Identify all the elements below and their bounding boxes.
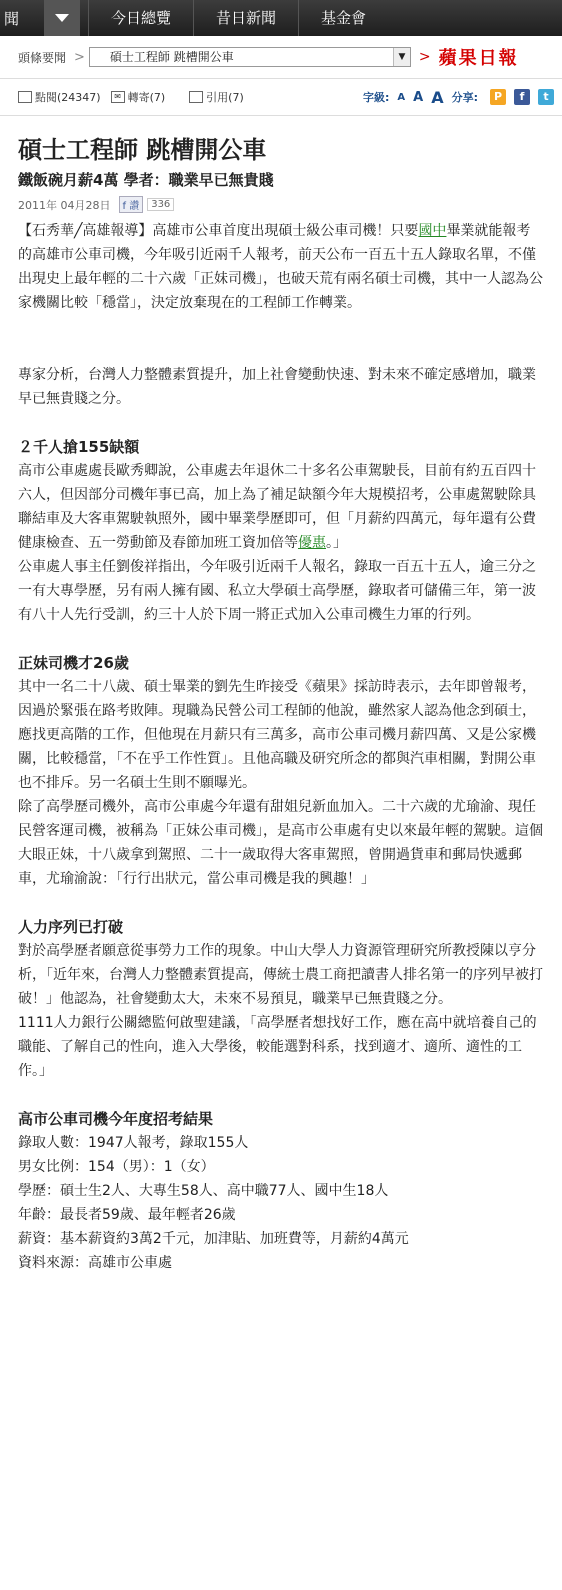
forward-label: 轉寄(7) <box>127 91 166 104</box>
paragraph: 除了高學歷司機外，高市公車處今年還有甜姐兒新血加入。二十六歲的尤瑜渝、現任民營客運司機，被稱為「正妹公車司機」，是高市公車處有史以來最年輕的駕駛。這個大眼正妹，十八歲拿到駕照、二十一歲取得大客車駕照，曾開過貨車和郵局快遞郵車，尤瑜渝說：「行行出狀元，當公車司機是我的興趣！」 <box>18 799 543 887</box>
article-meta <box>18 196 544 213</box>
keyword-link[interactable]: 國中 <box>418 223 447 239</box>
breadcrumb-section[interactable]: 頭條要聞 <box>18 50 67 65</box>
article-select[interactable] <box>89 47 411 67</box>
section-heading: ２千人搶155缺額 <box>18 438 140 456</box>
share-label: 分享: <box>451 91 478 104</box>
paragraph: 公車處人事主任劉俊祥指出，今年吸引近兩千人報名，錄取一百五十五人，逾三分之一有大專學歷，另有兩人擁有國、私立大學碩士高學歷，錄取者可儲備三年，第一波有八十人先行受訓，約三十人於下周一將正式加入公車司機生力軍的行列。 <box>18 559 536 623</box>
nav-item-news[interactable]: 聞 <box>4 9 20 28</box>
chevron-down-icon[interactable]: ▼ <box>393 48 410 66</box>
paragraph: 高市公車處處長歐秀卿說，公車處去年退休二十多名公車駕駛長，目前有約五百四十六人，但因部分司機年事已高，加上為了補足缺額今年大規模招考，公車處駕駛除具聯結車及大客車駕駛執照外，國中畢業學歷即可，但「月薪約四萬元，每年還有公費健康檢查、五一勞動節及春節加班工資加倍等優惠。」 <box>18 463 536 551</box>
section-heading: 正妹司機才26歲 <box>18 654 129 672</box>
breadcrumb-separator: > <box>74 49 85 65</box>
result-line: 資料來源：高雄市公車處 <box>18 1255 172 1271</box>
like-label: 讚 <box>129 201 140 212</box>
result-line: 年齡：最長者59歲、最年輕者26歲 <box>18 1207 236 1223</box>
article-toolbar <box>0 79 562 116</box>
result-line: 薪資：基本薪資約3萬2千元，加津貼、加班費等，月薪約4萬元 <box>18 1231 409 1247</box>
paragraph: 專家分析，台灣人力整體素質提升，加上社會變動快速、對未來不確定感增加，職業早已無貴賤之分。 <box>18 367 536 407</box>
article-subtitle: 鐵飯碗月薪4萬 學者：職業早已無貴賤 <box>18 171 274 189</box>
font-medium-button[interactable]: A <box>413 89 424 105</box>
top-nav <box>0 0 562 36</box>
paragraph: 1111人力銀行公關總監何啟聖建議，「高學歷者想找好工作，應在高中就培養自己的職能、了解自己的性向，進入大學後，較能選對科系，找到適才、適所、適性的工作。」 <box>18 1015 537 1079</box>
facebook-share-icon[interactable]: f <box>514 89 530 105</box>
plurk-share-icon[interactable]: P <box>490 89 506 105</box>
section-heading: 人力序列已打破 <box>18 918 124 936</box>
nav-item-today[interactable]: 今日總覽 <box>88 0 193 36</box>
breadcrumb-separator-2: > <box>418 49 431 65</box>
article <box>0 130 562 1275</box>
paragraph: 對於高學歷者願意從事勞力工作的現象。中山大學人力資源管理研究所教授陳以亨分析，「近年來，台灣人力整體素質提高，傳統士農工商把讀書人排名第一的序列早被打破！」他認為，社會變動太大，未來不易預見，職業早已無貴賤之分。 <box>18 943 543 1007</box>
result-line: 錄取人數：1947人報考，錄取155人 <box>18 1135 249 1151</box>
chevron-down-icon <box>55 14 69 22</box>
quote-icon <box>189 91 203 103</box>
like-count: 336 <box>147 198 174 211</box>
breadcrumb <box>0 36 562 79</box>
quote-button[interactable] <box>189 89 244 105</box>
article-select-value: 碩士工程師 跳槽開公車 <box>109 50 234 64</box>
quote-label: 引用(7) <box>206 91 244 104</box>
article-date: 2011年 04月28日 <box>18 198 111 212</box>
facebook-like-button[interactable]: f 讚 <box>119 196 144 213</box>
mail-icon: ✉ <box>111 91 125 103</box>
nav-item-archive[interactable]: 昔日新聞 <box>193 0 298 36</box>
font-large-button[interactable]: A <box>431 87 444 107</box>
book-icon <box>18 91 32 103</box>
paragraph: 其中一名二十八歲、碩士畢業的劉先生昨接受《蘋果》採訪時表示，去年即曾報考，因過於緊張在路考敗陣。現職為民營公司工程師的他說，雖然家人認為他念到碩士，應找更高階的工作，但他現在月薪只有三萬多，高市公車司機月薪四萬、又是公家機關，比較穩當，「不在乎工作性質」。且他高職及研究所念的都與汽車相關，對開公車也不排斥。另一名碩士生則不願曝光。 <box>18 679 536 791</box>
paragraph: 【石秀華╱高雄報導】高雄市公車首度出現碩士級公車司機！只要國中畢業就能報考的高雄市公車司機，今年吸引近兩千人報考，前天公布一百五十五人錄取名單，不僅出現史上最年輕的二十六歲「正妹司機」，也破天荒有兩名碩士司機，其中一人認為公家機關比較「穩當」，決定放棄現在的工程師工作轉業。 <box>18 223 543 311</box>
result-line: 學歷：碩士生2人、大專生58人、高中職77人、國中生18人 <box>18 1183 389 1199</box>
views-label: 點閱(24347) <box>35 91 101 104</box>
fontsize-label: 字級: <box>362 91 390 104</box>
views-button[interactable] <box>18 89 101 105</box>
article-title: 碩士工程師 跳槽開公車 <box>18 136 267 164</box>
section-heading: 高市公車司機今年度招考結果 <box>18 1110 214 1128</box>
result-line: 男女比例：154（男）：1（女） <box>18 1159 215 1175</box>
keyword-link[interactable]: 優惠 <box>298 535 326 551</box>
article-body <box>18 219 544 1275</box>
nav-dropdown-button[interactable] <box>44 0 80 36</box>
nav-item-foundation[interactable]: 基金會 <box>298 0 388 36</box>
forward-button[interactable] <box>111 89 166 105</box>
brand-logo[interactable]: 蘋果日報 <box>438 48 519 69</box>
font-small-button[interactable]: A <box>397 91 406 103</box>
twitter-share-icon[interactable]: t <box>538 89 554 105</box>
toolbar-right <box>363 88 562 107</box>
